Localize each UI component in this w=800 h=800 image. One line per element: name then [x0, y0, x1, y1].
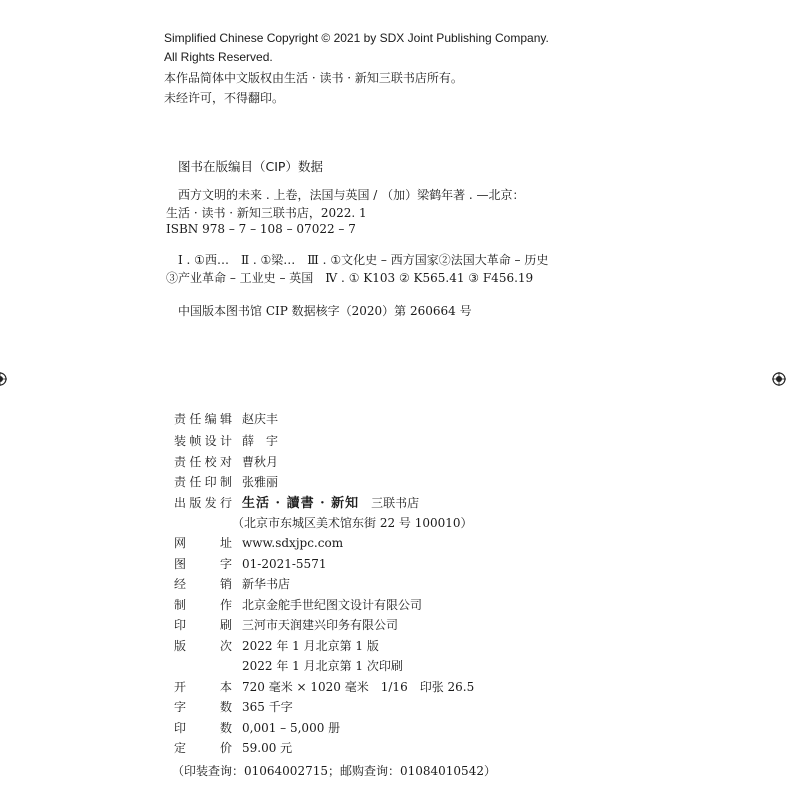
detail-label: 开 本 [174, 680, 232, 694]
detail-label: 图 字 [174, 557, 232, 571]
copyright-chinese-line: 本作品简体中文版权由生活 · 读书 · 新知三联书店所有。 [164, 71, 463, 85]
credit-label: 责 任 校 对 [174, 455, 232, 469]
credit-label: 责 任 印 制 [174, 475, 232, 489]
no-reprint-line: 未经许可，不得翻印。 [164, 91, 285, 105]
registration-mark-right-icon [772, 372, 786, 386]
detail-label: 经 销 [174, 577, 232, 591]
rights-reserved-line: All Rights Reserved. [164, 50, 273, 64]
cip-subject-line-2: ③产业革命 – 工业史 – 英国 Ⅳ . ① K103 ② K565.41 ③ F456.19 [166, 271, 534, 285]
detail-label: 印 数 [174, 721, 232, 735]
detail-value: 2022 年 1 月北京第 1 版 [242, 639, 379, 653]
detail-value: 2022 年 1 月北京第 1 次印刷 [242, 659, 403, 673]
detail-label: 制 作 [174, 598, 232, 612]
detail-value: 59.00 元 [242, 741, 293, 755]
detail-value: 365 千字 [242, 700, 293, 714]
detail-value: 三河市天润建兴印务有限公司 [242, 618, 399, 632]
credit-label: 责 任 编 辑 [174, 412, 232, 426]
publisher-name: 三联书店 [371, 496, 420, 510]
credit-value: 薛 宇 [242, 434, 279, 448]
cip-subject-line-1: Ⅰ . ①西… Ⅱ . ①梁… Ⅲ . ①文化史 – 西方国家②法国大革命 – 历史 [178, 253, 549, 267]
cip-title-line: 西方文明的未来 . 上卷，法国与英国 / （加）梁鹤年著 . —北京： [178, 188, 525, 202]
cip-heading: 图书在版编目（CIP）数据 [178, 159, 323, 174]
inquiry-phone-line: （印装查询：01064002715；邮购查询：01084010542） [172, 764, 496, 778]
registration-mark-left-icon [0, 372, 7, 386]
copyright-english-line: Simplified Chinese Copyright © 2021 by SDX Joint Publishing Company. [164, 31, 549, 45]
detail-value: 新华书店 [242, 577, 291, 591]
detail-label: 网 址 [174, 536, 232, 550]
cip-number-line: 中国版本图书馆 CIP 数据核字（2020）第 260664 号 [178, 304, 472, 318]
cip-publisher-line: 生活 · 读书 · 新知三联书店，2022. 1 [166, 206, 367, 220]
cip-isbn-line: ISBN 978 – 7 – 108 – 07022 – 7 [166, 222, 356, 236]
detail-value: 01-2021-5571 [242, 557, 327, 571]
publisher-logo-text: 生活 · 讀書 · 新知 [242, 496, 360, 511]
detail-value: 0,001 – 5,000 册 [242, 721, 341, 735]
detail-value: www.sdxjpc.com [242, 536, 344, 550]
detail-value: 北京金舵手世纪图文设计有限公司 [242, 598, 423, 612]
detail-value: 720 毫米 × 1020 毫米 1/16 印张 26.5 [242, 680, 475, 694]
detail-label: 印 刷 [174, 618, 232, 632]
credit-label: 装 帧 设 计 [174, 434, 232, 448]
credit-value: 曹秋月 [242, 455, 279, 469]
publisher-address: （北京市东城区美术馆东街 22 号 100010） [232, 516, 473, 530]
detail-label: 定 价 [174, 741, 232, 755]
credit-value: 张雅丽 [242, 475, 279, 489]
detail-label: 版 次 [174, 639, 232, 653]
credit-value: 赵庆丰 [242, 412, 279, 426]
detail-label: 字 数 [174, 700, 232, 714]
publisher-label: 出 版 发 行 [174, 496, 232, 510]
